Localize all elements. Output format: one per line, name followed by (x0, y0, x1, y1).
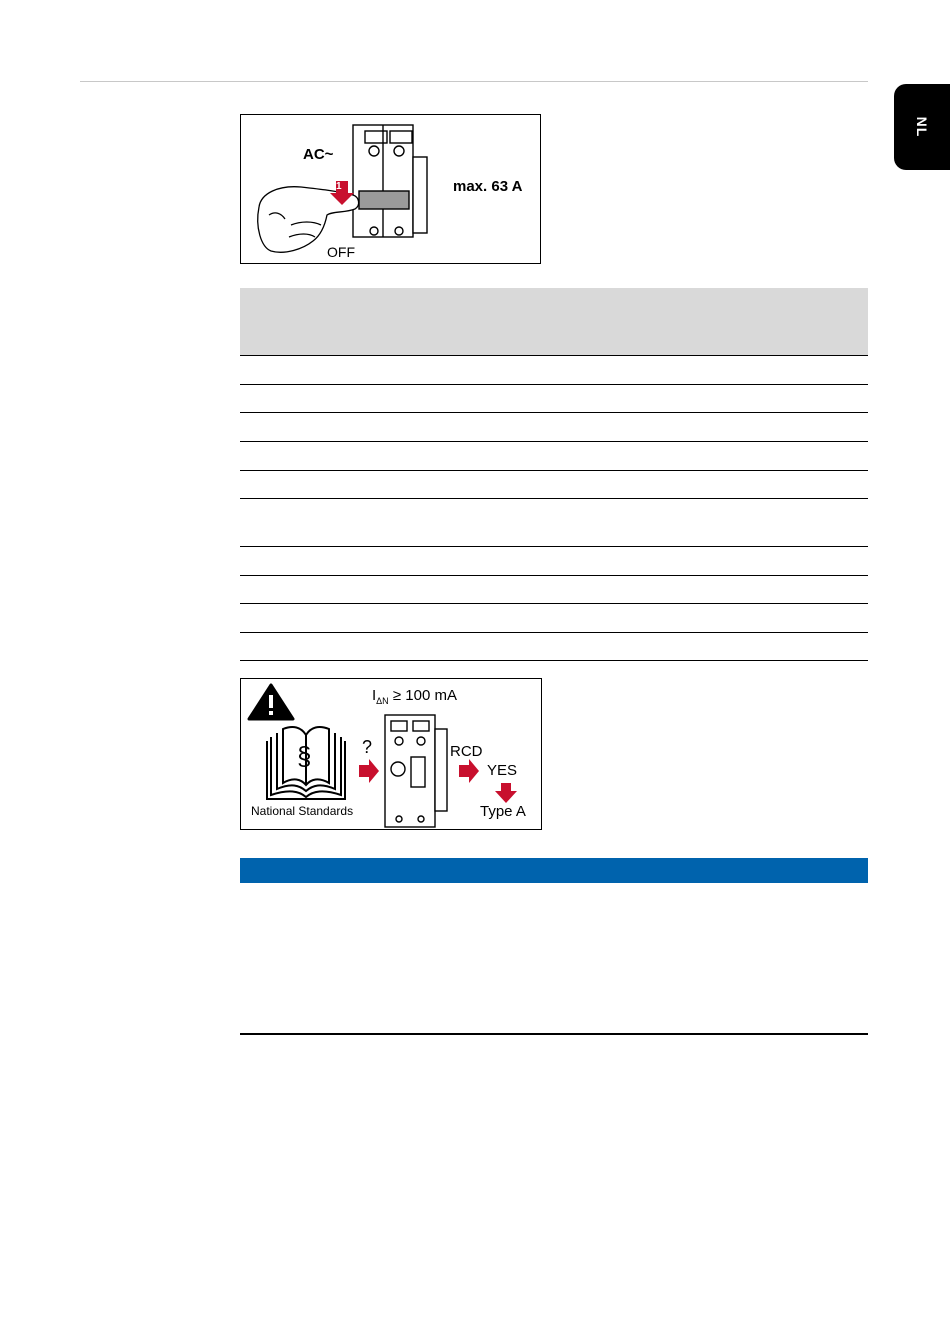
type-label: Type A (480, 803, 526, 820)
note-end-rule (240, 1033, 868, 1035)
current-subscript: ΔN (376, 696, 389, 706)
rcd-device-icon (385, 715, 447, 827)
yes-label: YES (487, 762, 518, 779)
table-row (240, 546, 868, 547)
rcd-figure (240, 678, 542, 830)
circuit-breaker-icon (353, 125, 427, 237)
down-arrow-icon (495, 783, 517, 803)
max-current-label: max. 63 A (453, 178, 523, 195)
table-row (240, 470, 868, 471)
table-row (240, 660, 868, 661)
language-tab[interactable] (894, 84, 950, 170)
table-row (240, 355, 868, 356)
note-header-bar (240, 858, 868, 883)
table-row (240, 575, 868, 576)
warning-icon (249, 685, 293, 719)
breaker-off-figure (240, 114, 541, 264)
table-row (240, 441, 868, 442)
current-symbol: I (372, 687, 377, 704)
language-tab-label: NL (914, 116, 930, 138)
question-mark: ? (362, 737, 373, 757)
section-symbol: § (297, 741, 312, 771)
header-rule (80, 81, 868, 82)
table-header (240, 288, 868, 355)
rcd-label: RCD (450, 743, 483, 760)
standards-label: National Standards (251, 804, 354, 818)
current-value: ≥ 100 mA (392, 687, 457, 704)
table-row (240, 632, 868, 633)
residual-current-label (372, 687, 457, 706)
ac-label: AC~ (303, 146, 334, 163)
table-row (240, 603, 868, 604)
table-row (240, 384, 868, 385)
table-row (240, 498, 868, 499)
off-label: OFF (327, 244, 355, 260)
step-number-badge: 1 (336, 181, 342, 192)
table-row (240, 412, 868, 413)
